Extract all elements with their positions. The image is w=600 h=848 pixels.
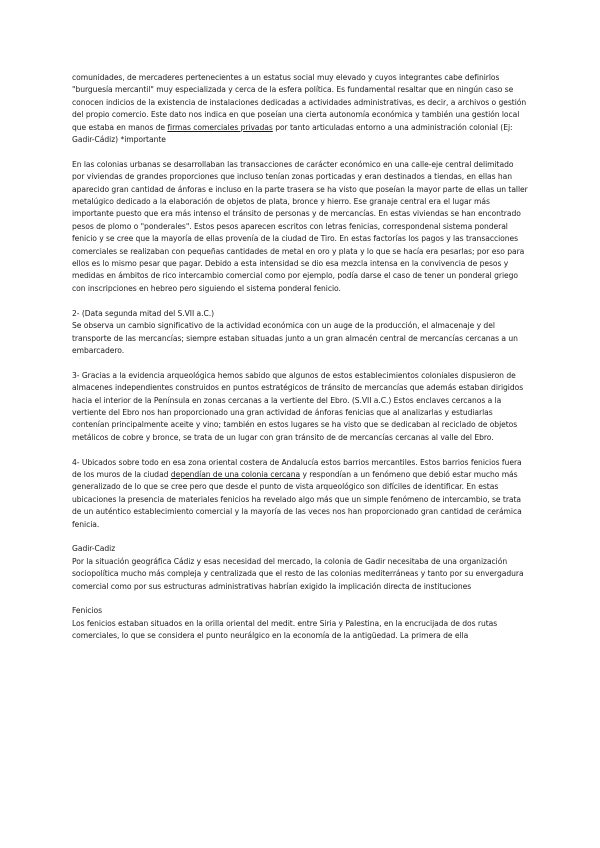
section-fenicios — [72, 605, 528, 642]
paragraph-text: 4- Ubicados sobre todo en esa zona oriental costera de Andalucía estos barrios mercantiles. Estos barrios fenicios fuera de los muros de la ciudad — [72, 457, 522, 479]
paragraph-section-4 — [72, 457, 528, 531]
paragraph-text: y respondían a un fenómeno que debió estar mucho más generalizado de lo que se cree pero que desde el punto de vista arqueológico son difíciles de identificar. En estas ubicaciones la presencia de materiales fenicios ha revelado algo más que un simple fenómeno de intercambio, se trata de un auténtico establecimiento comercial y la mayoría de las veces nos han proporcionado gran cantidad de cerámica fenicia. — [72, 469, 522, 529]
paragraph-text: Por la situación geográfica Cádiz y esas necesidad del mercado, la colonia de Gadir necesitaba de una organización sociopolítica mucho más compleja y centralizada que el resto de las colonias mediterráneas y tanto por su envergadura comercial como por sus estructuras administrativas habrían exigido la implicación directa de instituciones — [72, 556, 524, 591]
section-heading: Fenicios — [72, 606, 103, 616]
paragraph-text: Los fenicios estaban situados en la orilla oriental del medit. entre Siria y Palestina, en la encrucijada de dos rutas comerciales, lo que se considera el punto neurálgico en la economía de la antigüedad. La primera de ella — [72, 618, 498, 641]
underlined-phrase: dependían de una colonia cercana — [170, 469, 301, 479]
paragraph-text: comunidades, de mercaderes pertenecientes a un estatus social muy elevado y cuyos integrantes cabe definirlos "burguesía mercantil" muy especializada y cerca de la esfera política. Es fundamental resaltar que en ningún caso se conocen indicios de la existencia de instalaciones dedicadas a actividades administrativas, es decir, a archivos o gestión del propio comercio. Este dato nos indica en que poseían una cierta autonomía económica y también una gestión local que estaba en manos de — [72, 73, 527, 132]
section-heading: 2- (Data segunda mitad del S.VII a.C.) — [72, 308, 215, 318]
paragraph-colonias-urbanas: En las colonias urbanas se desarrollaban las transacciones de carácter económico en una calle-eje central delimitado por viviendas de grandes proporciones que incluso tenían zonas porticadas y eran destinados a tiendas, en ellas han aparecido gran cantidad de ánforas e incluso en la parte trasera se ha visto que poseían la mayor parte de ellas un taller metalúgico dedicado a la elaboración de objetos de plata, bronce y hierro. Ese granaje central era el lugar más importante puesto que era más intenso el tránsito de personas y de mercancías. En estas viviendas se han encontrado pesos de plomo o "ponderales". Estos pesos aparecen escritos con letras fenicias, correspondenal sistema ponderal fenicio y se cree que la mayoría de ellas provenía de la ciudad de Tiro. En estas factorías los pagos y las transacciones comerciales se realizaban con pequeñas cantidades de metal en oro y plata y lo que se hacía era pesarlas; por eso para ellos es lo mismo pesar que pagar. Debido a esta intensidad se dio esa mezcla intensa en la convivencia de pesos y medidas en ámbitos de rico intercambio comercial como por ejemplo, podía darse el caso de tener un ponderal griego con inscripciones en hebreo pero siguiendo el sistema ponderal fenicio. — [72, 159, 528, 293]
underlined-phrase: firmas comerciales privadas — [167, 122, 273, 132]
section-gadir-cadiz — [72, 543, 528, 593]
section-heading: Gadir-Cadiz — [72, 544, 116, 554]
paragraph-text: por tanto articuladas entorno a una administración colonial (Ej: Gadir-Cádiz) *importante — [72, 122, 513, 145]
document-body — [72, 72, 528, 655]
paragraph-text: Se observa un cambio significativo de la actividad económica con un auge de la producción, el almacenaje y del transporte de las mercancías; siempre estaban situadas junto a un gran almacén central de mercancías cercanas a un embarcadero. — [72, 321, 518, 355]
paragraph-section-3: 3- Gracias a la evidencia arqueológica hemos sabido que algunos de estos establecimientos coloniales dispusieron de almacenes independientes construidos en puntos estratégicos de tránsito de mercancías que además estaban dirigidos hacia el interior de la Península en zonas cercanas a la vertiente del Ebro. (S.VII a.C.) Estos enclaves cercanos a la vertiente del Ebro nos han proporcionado una gran actividad de ánforas fenicias que al analizarlas y estudiarlas contenían principalmente aceite y vino; también en estos lugares se ha visto que se dedicaban al reciclado de objetos metálicos de cobre y bronce, se trata de un lugar con gran tránsito de de mercancías cercanas al valle del Ebro. — [72, 370, 524, 442]
paragraph-burguesia — [72, 72, 528, 146]
section-2 — [72, 308, 528, 358]
